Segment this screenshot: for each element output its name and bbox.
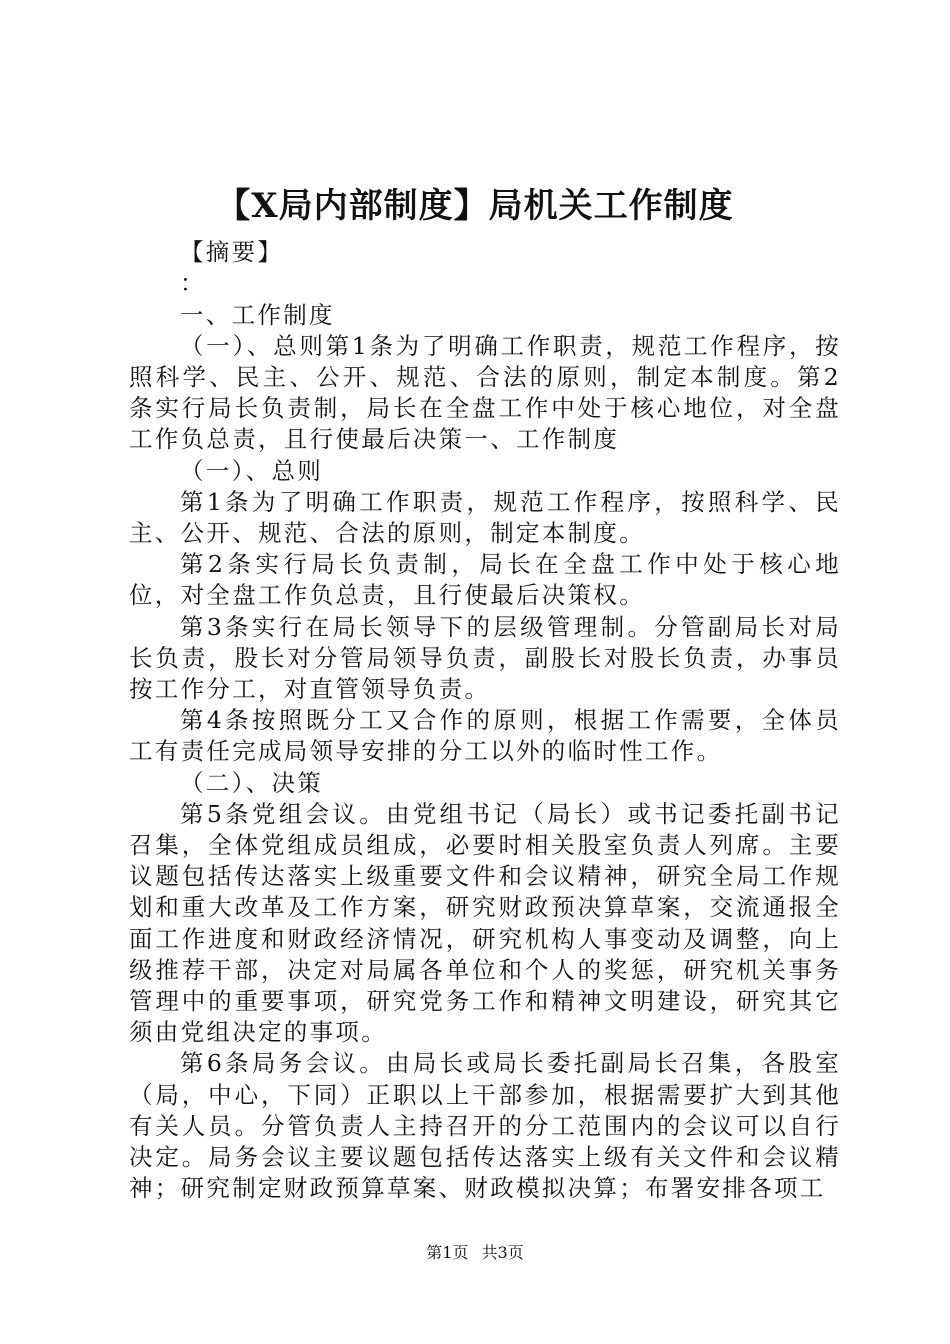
paragraph-subheading-decision: （二）、决策 bbox=[180, 768, 324, 797]
paragraph-article-4: 第4条按照既分工又合作的原则，根据工作需要，全体员工有责任完成局领导安排的分工以外的临时性工作。 bbox=[129, 706, 841, 766]
page-footer bbox=[0, 1242, 950, 1264]
document-body bbox=[129, 206, 841, 1204]
paragraph-section-heading: 一、工作制度 bbox=[180, 300, 335, 329]
paragraph-article-3: 第3条实行在局长领导下的层级管理制。分管副局长对局长负责，股长对分管局领导负责，副股长对股长负责，办事员按工作分工，对直管领导负责。 bbox=[129, 612, 841, 704]
blank-line bbox=[129, 206, 841, 237]
paragraph-article-5: 第5条党组会议。由党组书记（局长）或书记委托副书记召集，全体党组成员组成，必要时相关股室负责人列席。主要议题包括传达落实上级重要文件和会议精神，研究全局工作规划和重大改革及工作方案，研究财政预决算草案，交流通报全面工作进度和财政经济情况，研究机构人事变动及调整，向上级推荐干部，决定对局属各单位和个人的奖惩，研究机关事务管理中的重要事项，研究党务工作和精神文明建设，研究其它须由党组决定的事项。 bbox=[129, 799, 841, 1047]
paragraph-summary: （一）、总则第1条为了明确工作职责，规范工作程序，按照科学、民主、公开、规范、合法的原则，制定本制度。第2条实行局长负责制，局长在全盘工作中处于核心地位，对全盘工作负总责，且行使最后决策一、工作制度 bbox=[129, 331, 841, 454]
paragraph-article-1: 第1条为了明确工作职责，规范工作程序，按照科学、民主、公开、规范、合法的原则，制定本制度。 bbox=[129, 487, 841, 548]
page-total: 共3页 bbox=[481, 1243, 524, 1262]
paragraph-abstract-label: 【摘要】 bbox=[180, 238, 284, 267]
paragraph-article-6: 第6条局务会议。由局长或局长委托副局长召集，各股室（局，中心，下同）正职以上干部参加，根据需要扩大到其他有关人员。分管负责人主持召开的分工范围内的会议可以自行决定。局务会议主要议题包括传达落实上级有关文件和会议精神；研究制定财政预算草案、财政模拟决算；布署安排各项工 bbox=[129, 1049, 841, 1203]
paragraph-article-2: 第2条实行局长负责制，局长在全盘工作中处于核心地位，对全盘工作负总责，且行使最后决策权。 bbox=[129, 550, 841, 610]
document-title: 【X局内部制度】局机关工作制度 bbox=[216, 186, 734, 226]
paragraph-abstract-colon: ： bbox=[180, 269, 206, 298]
paragraph-subheading-general: （一）、总则 bbox=[180, 456, 324, 485]
page-number: 第1页 bbox=[426, 1243, 469, 1262]
